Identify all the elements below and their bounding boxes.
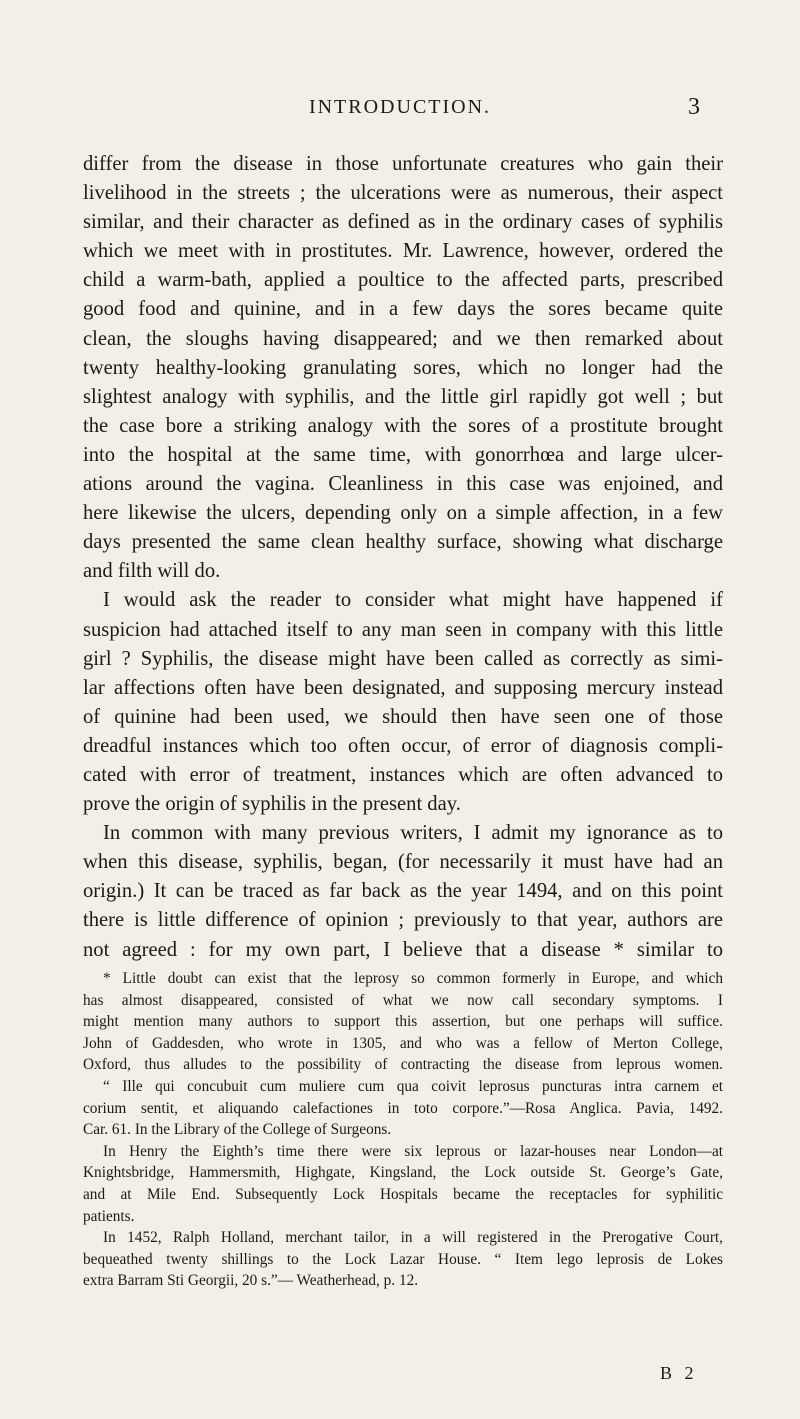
footnote-line: and at Mile End. Subsequently Lock Hospitals became the receptacles for syphilitic (83, 1185, 723, 1203)
body-line: not agreed : for my own part, I believe that a disease * similar to (83, 938, 723, 961)
body-line: ations around the vagina. Cleanliness in this case was enjoined, and (83, 473, 723, 496)
page-header (0, 96, 800, 126)
body-line: lar affections often have been designated, and supposing mercury instead (83, 676, 723, 699)
signature-mark: B 2 (660, 1363, 698, 1383)
footnotes (83, 968, 723, 1292)
body-line: dreadful instances which too often occur, of error of diagnosis compli- (83, 734, 723, 757)
footnote-line: Knightsbridge, Hammersmith, Highgate, Kingsland, the Lock outside St. George’s Gate, (83, 1164, 723, 1182)
body-line: differ from the disease in those unfortunate creatures who gain their (83, 153, 723, 175)
body-line: which we meet with in prostitutes. Mr. Lawrence, however, ordered the (83, 240, 723, 263)
body-line: good food and quinine, and in a few days the sores became quite (83, 298, 723, 321)
body-line: livelihood in the streets ; the ulcerations were as numerous, their aspect (83, 182, 723, 205)
body-line: days presented the same clean healthy surface, showing what discharge (83, 531, 723, 554)
footnote-line: bequeathed twenty shillings to the Lock Lazar House. “ Item lego leprosis de Lokes (83, 1250, 723, 1268)
footnote-line: John of Gaddesden, who wrote in 1305, and who was a fellow of Merton College, (83, 1034, 723, 1052)
footnote-line: Car. 61. In the Library of the College of Surgeons. (83, 1121, 392, 1139)
footnote-line: * Little doubt can exist that the leprosy so common formerly in Europe, and which (103, 970, 723, 987)
footnote-line: extra Barram Sti Georgii, 20 s.”— Weatherhead, p. 12. (83, 1272, 419, 1290)
body-line: into the hospital at the same time, with gonorrhœa and large ulcer- (83, 443, 723, 466)
footnote-line: “ Ille qui concubuit cum muliere cum qua coivit leprosus puncturas intra carnem et (103, 1077, 723, 1095)
footnote-line: patients. (83, 1207, 135, 1225)
body-line: similar, and their character as defined as in the ordinary cases of syphilis (83, 211, 723, 234)
body-line: child a warm-bath, applied a poultice to the affected parts, prescribed (83, 269, 723, 292)
body-line: and filth will do. (83, 560, 221, 583)
footnote-line: Oxford, thus alludes to the possibility of contracting the disease from leprous women. (83, 1056, 723, 1074)
body-line: suspicion had attached itself to any man seen in company with this little (83, 618, 723, 641)
footnote-line: might mention many authors to support this assertion, but one perhaps will suffice. (83, 1013, 723, 1031)
page-number: 3 (688, 94, 700, 120)
body-line: of quinine had been used, we should then have seen one of those (83, 705, 723, 728)
footnote-line: corium sentit, et aliquando calefactiones in toto corpore.”—Rosa Anglica. Pavia, 1492. (83, 1099, 723, 1117)
body-line: slightest analogy with syphilis, and the little girl rapidly got well ; but (83, 385, 723, 408)
body-line: twenty healthy-looking granulating sores, which no longer had the (83, 356, 723, 379)
body-line: girl ? Syphilis, the disease might have been called as correctly as simi- (83, 647, 723, 670)
footnote-line: In 1452, Ralph Holland, merchant tailor, in a will registered in the Prerogative Court, (103, 1229, 723, 1247)
body-line: origin.) It can be traced as far back as the year 1494, and on this point (83, 880, 723, 903)
running-title: INTRODUCTION. (308, 96, 492, 118)
body-line: In common with many previous writers, I admit my ignorance as to (103, 822, 723, 845)
body-line: when this disease, syphilis, began, (for necessarily it must have had an (83, 851, 723, 874)
body-line: the case bore a striking analogy with the sores of a prostitute brought (83, 414, 723, 437)
body-line: here likewise the ulcers, depending only on a simple affection, in a few (83, 502, 723, 525)
body-text (83, 150, 723, 965)
footnote-line: In Henry the Eighth’s time there were six leprous or lazar-houses near London—at (103, 1142, 723, 1160)
body-line: clean, the sloughs having disappeared; and we then remarked about (83, 327, 723, 350)
body-line: there is little difference of opinion ; previously to that year, authors are (83, 909, 723, 932)
body-line: prove the origin of syphilis in the present day. (83, 793, 461, 816)
footnote-line: has almost disappeared, consisted of what we now call secondary symptoms. I (83, 991, 723, 1009)
body-line: cated with error of treatment, instances which are often advanced to (83, 763, 723, 786)
body-line: I would ask the reader to consider what might have happened if (103, 589, 723, 612)
